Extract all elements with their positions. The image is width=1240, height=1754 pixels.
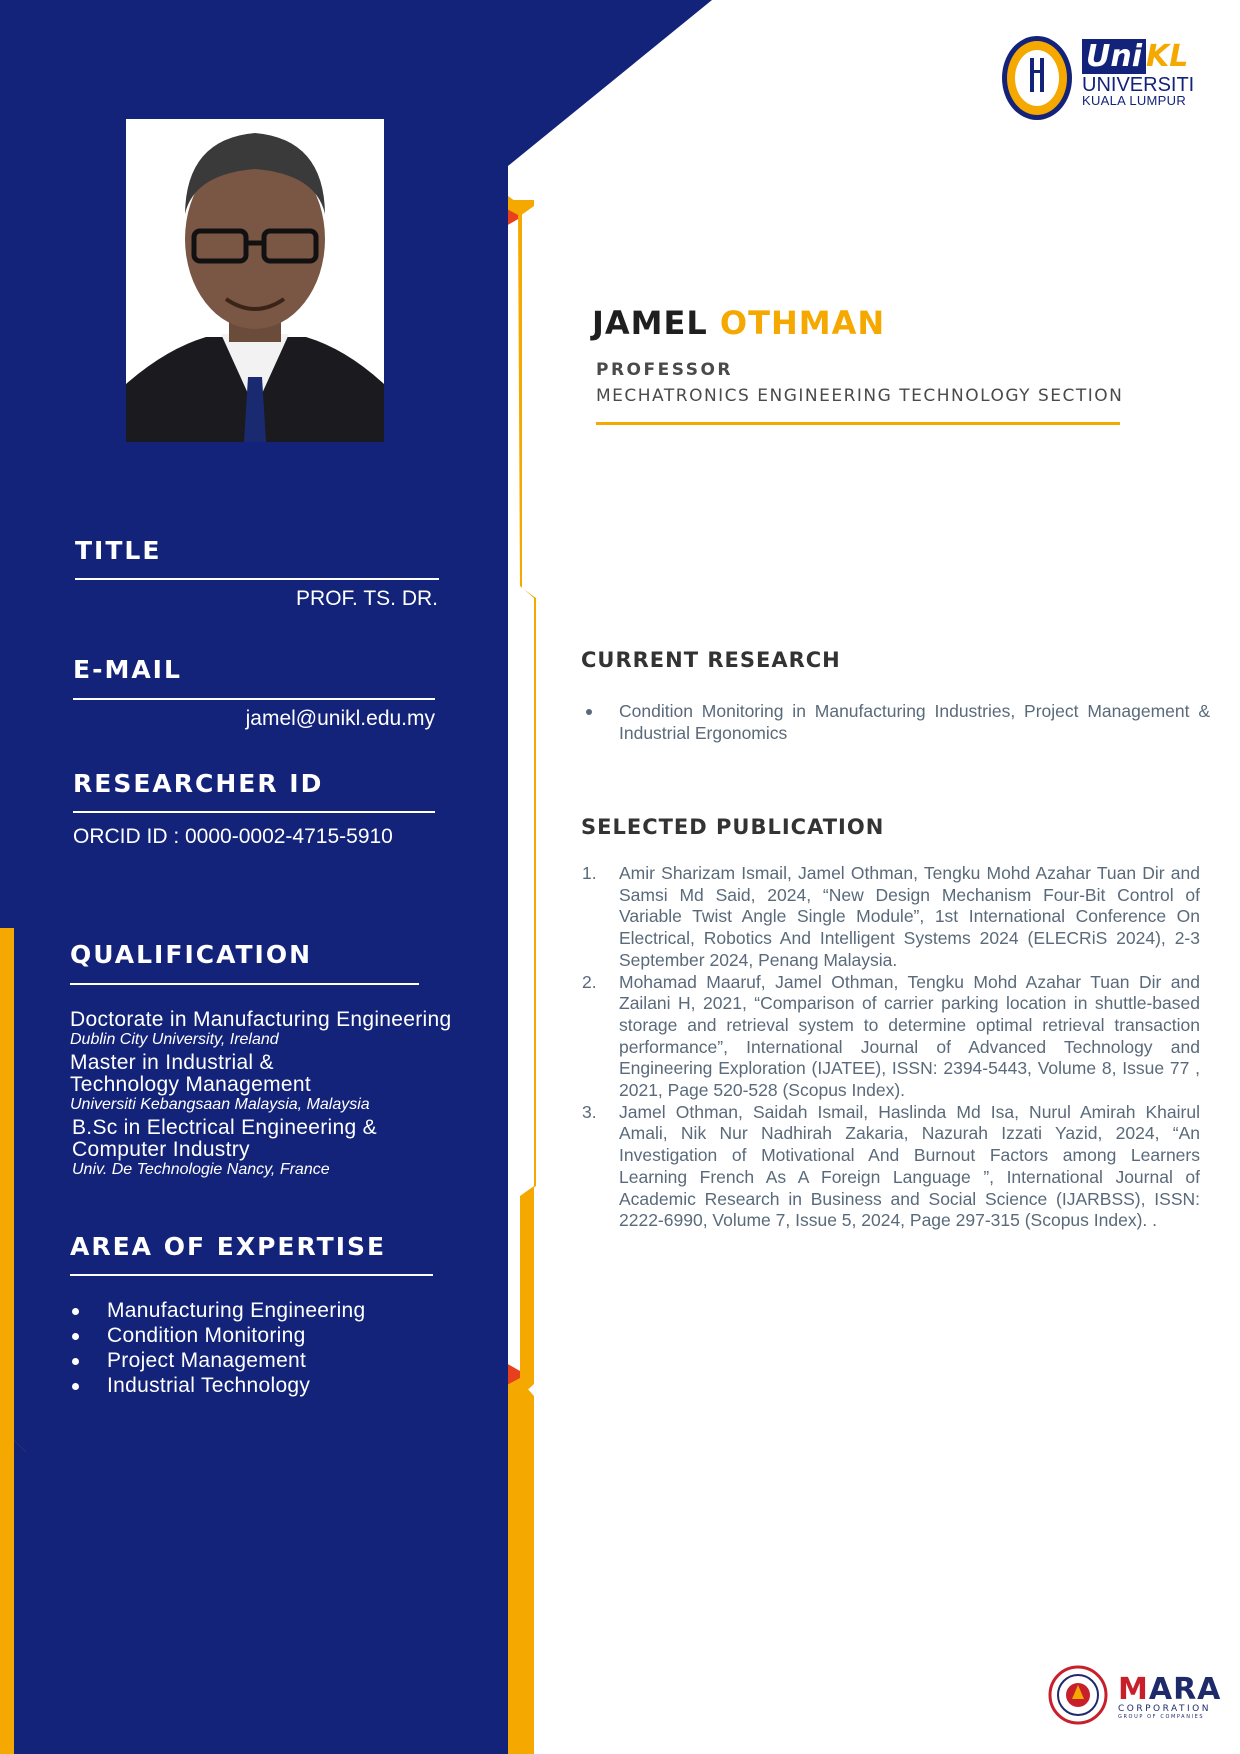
email-value: jamel@unikl.edu.my bbox=[245, 707, 435, 730]
unikl-logo bbox=[1000, 34, 1200, 124]
list-item: 3. Jamel Othman, Saidah Ismail, Haslinda Md Isa, Nurul Amirah Khairul Amali, Nik Nur Nadhirah Zakaria, Nazurah Izzati Yazid, 2024, “An Investigation of Motivational And Burnout Factors among Learners Learning French As A Foreign Language ”, International Journal of Academic Research in Business and Social Science (IJARBSS), ISSN: 2222-6990, Volume 7, Issue 5, 2024, Page 297-315 (Scopus Index). . bbox=[582, 1101, 1200, 1231]
last-name: OTHMAN bbox=[719, 304, 886, 342]
qualification-degree: Doctorate in Manufacturing Engineering bbox=[70, 1008, 452, 1031]
qualification-degree: Technology Management bbox=[70, 1073, 311, 1096]
mara-corporation-logo: MARA CORPORATION GROUP OF COMPANIES bbox=[1118, 1672, 1222, 1720]
list-item: 2. Mohamad Maaruf, Jamel Othman, Tengku Mohd Azahar Tuan Dir and Zailani H, 2021, “Comparison of carrier parking location in shuttle-based storage and retrieval system to determine optimal retrieval transaction performance”, International Journal of Advanced Technology and Engineering Exploration (IJATEE), ISSN: 2394-5443, Volume 8, Issue 77 , 2021, Page 520-528 (Scopus Index). bbox=[582, 971, 1200, 1101]
qualification-degree: B.Sc in Electrical Engineering & bbox=[72, 1116, 377, 1139]
qualification-degree: Master in Industrial & bbox=[70, 1051, 274, 1074]
bullet-icon bbox=[72, 1358, 79, 1365]
list-item: 1. Amir Sharizam Ismail, Jamel Othman, Tengku Mohd Azahar Tuan Dir and Samsi Md Said, 2024, “New Design Mechanism Four-Bit Control of Variable Twist Angle Single Module”, 1st International Conference On Electrical, Robotics And Intelligent Systems 2024 (ELECRiS 2024), 2-3 September 2024, Penang Malaysia. bbox=[582, 863, 1200, 970]
logo-universiti: UNIVERSITI bbox=[1082, 74, 1195, 96]
list-item: Manufacturing Engineering bbox=[70, 1298, 366, 1323]
researcher-value: ORCID ID : 0000-0002-4715-5910 bbox=[73, 825, 393, 848]
bullet-icon bbox=[586, 709, 592, 715]
majlis-amanah-rakyat-seal-icon bbox=[1048, 1665, 1108, 1725]
bullet-icon bbox=[72, 1383, 79, 1390]
email-divider bbox=[73, 698, 435, 700]
name-divider bbox=[596, 422, 1120, 425]
qualification-institution: Universiti Kebangsaan Malaysia, Malaysia bbox=[70, 1096, 370, 1113]
research-item: Condition Monitoring in Manufacturing Industries, Project Management & Industrial Ergonomics bbox=[619, 701, 1210, 744]
qualification-list bbox=[70, 1009, 510, 1179]
researcher-divider bbox=[73, 811, 435, 813]
qualification-institution: Dublin City University, Ireland bbox=[70, 1031, 279, 1048]
qualification-heading: QUALIFICATION bbox=[70, 940, 313, 969]
publication-heading: SELECTED PUBLICATION bbox=[581, 815, 885, 839]
profile-photo bbox=[126, 119, 384, 442]
title-divider bbox=[75, 578, 439, 580]
publication-list bbox=[582, 863, 1200, 1232]
list-item: Project Management bbox=[70, 1348, 366, 1373]
expertise-divider bbox=[70, 1274, 433, 1276]
qualification-divider bbox=[70, 983, 419, 985]
first-name: JAMEL bbox=[592, 304, 708, 342]
qualification-institution: Univ. De Technologie Nancy, France bbox=[72, 1161, 330, 1178]
title-value: PROF. TS. DR. bbox=[296, 587, 438, 610]
expertise-list bbox=[70, 1298, 366, 1398]
qualification-degree: Computer Industry bbox=[72, 1138, 250, 1161]
bullet-icon bbox=[72, 1308, 79, 1315]
bullet-icon bbox=[72, 1333, 79, 1340]
expertise-heading: AREA OF EXPERTISE bbox=[70, 1232, 387, 1261]
research-heading: CURRENT RESEARCH bbox=[581, 648, 841, 672]
list-item: Industrial Technology bbox=[70, 1373, 366, 1398]
title-heading: TITLE bbox=[75, 536, 162, 565]
profile-name bbox=[592, 304, 885, 342]
unikl-seal-icon bbox=[1000, 34, 1074, 122]
logo-kuala-lumpur: KUALA LUMPUR bbox=[1082, 93, 1187, 108]
researcher-heading: RESEARCHER ID bbox=[73, 769, 324, 798]
list-item: Condition Monitoring bbox=[70, 1323, 366, 1348]
email-heading: E-MAIL bbox=[73, 655, 182, 684]
profile-position: PROFESSOR bbox=[596, 360, 733, 380]
unikl-wordmark: Uni KL bbox=[1082, 42, 1194, 72]
profile-section: MECHATRONICS ENGINEERING TECHNOLOGY SECTION bbox=[596, 386, 1124, 406]
